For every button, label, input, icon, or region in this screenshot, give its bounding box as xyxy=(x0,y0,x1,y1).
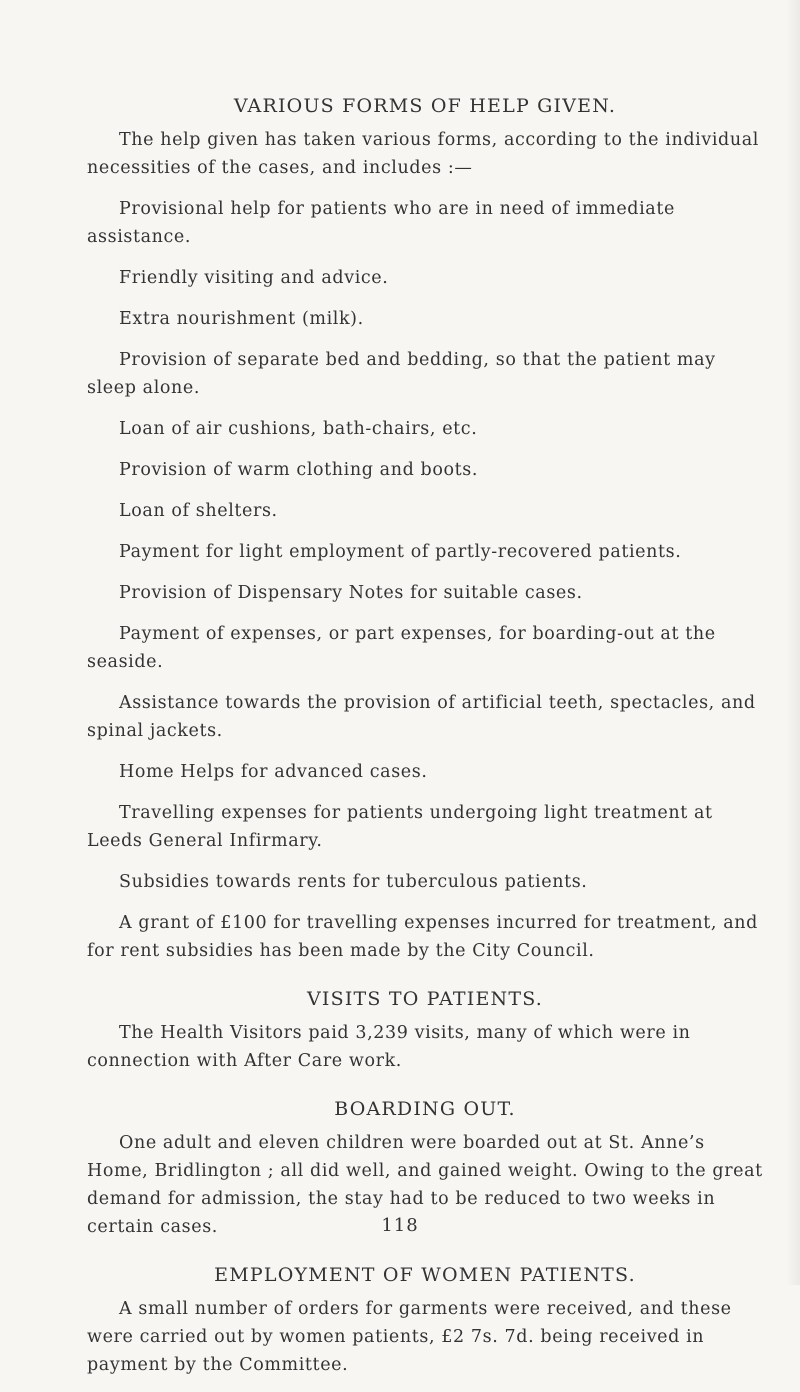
employment-paragraph: A small number of orders for garments were received, and these were carried out by women patients, £2 7s. 7d. being received in payment by the Committee. xyxy=(87,1299,732,1375)
intro-paragraph: The help given has taken various forms, according to the individual necessities of the cases, and includes :— xyxy=(87,130,759,178)
boarding-paragraph: One adult and eleven children were boarded out at St. Anne’s Home, Bridlington ; all did well, and gained weight. Owing to the great demand for admission, the stay had to be reduced to two weeks in certain cases. xyxy=(87,1133,763,1237)
heading-boarding: BOARDING OUT. xyxy=(334,1098,516,1120)
list-item: Payment for light employment of partly-recovered patients. xyxy=(119,542,682,562)
page-number: 118 xyxy=(381,1215,419,1236)
section-employment xyxy=(87,1261,763,1379)
page-edge-shadow xyxy=(786,0,800,1285)
section-visits xyxy=(87,985,763,1075)
help-list xyxy=(87,195,763,965)
list-item: Loan of shelters. xyxy=(119,501,278,521)
list-item: Provisional help for patients who are in need of immediate assistance. xyxy=(87,199,675,247)
list-item: Assistance towards the provision of artificial teeth, spectacles, and spinal jackets. xyxy=(87,693,756,741)
list-item: Provision of Dispensary Notes for suitable cases. xyxy=(119,583,583,603)
section-help-given xyxy=(87,92,763,965)
heading-help-given: VARIOUS FORMS OF HELP GIVEN. xyxy=(233,95,617,117)
list-item: A grant of £100 for travelling expenses incurred for treatment, and for rent subsidies has been made by the City Council. xyxy=(87,913,758,961)
list-item: Loan of air cushions, bath-chairs, etc. xyxy=(119,419,478,439)
list-item: Subsidies towards rents for tuberculous patients. xyxy=(119,872,588,892)
list-item: Travelling expenses for patients undergoing light treatment at Leeds General Infirmary. xyxy=(87,803,713,851)
list-item: Provision of separate bed and bedding, so that the patient may sleep alone. xyxy=(87,350,716,398)
list-item: Provision of warm clothing and boots. xyxy=(119,460,479,480)
page-content xyxy=(87,92,763,1392)
heading-employment: EMPLOYMENT OF WOMEN PATIENTS. xyxy=(214,1264,636,1286)
list-item: Extra nourishment (milk). xyxy=(119,309,364,329)
heading-visits: VISITS TO PATIENTS. xyxy=(306,988,543,1010)
visits-paragraph: The Health Visitors paid 3,239 visits, many of which were in connection with After Care work. xyxy=(87,1023,691,1071)
list-item: Payment of expenses, or part expenses, for boarding-out at the seaside. xyxy=(87,624,716,672)
list-item: Home Helps for advanced cases. xyxy=(119,762,428,782)
list-item: Friendly visiting and advice. xyxy=(119,268,389,288)
